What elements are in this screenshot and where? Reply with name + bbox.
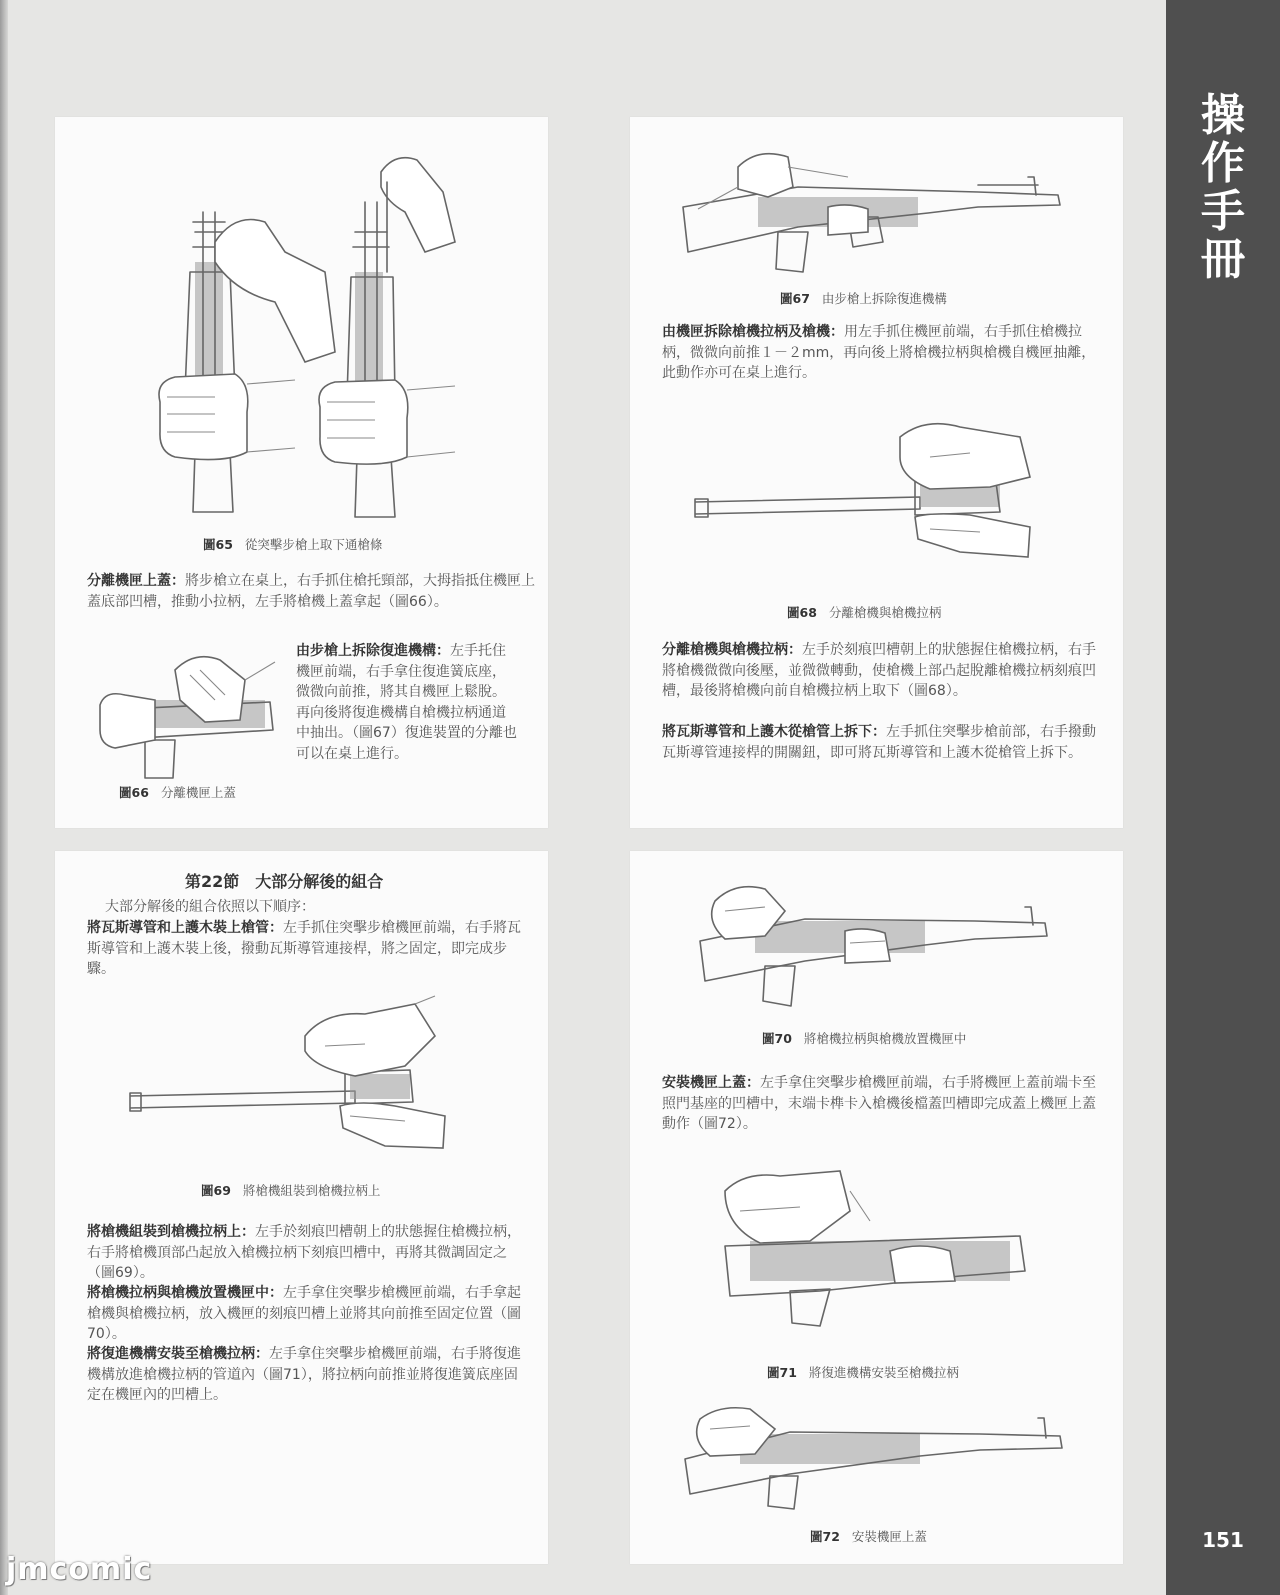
figure-72-caption bbox=[810, 1527, 927, 1545]
figure-number: 圖68 bbox=[787, 605, 817, 620]
figure-number: 圖65 bbox=[203, 537, 233, 552]
figure-65-caption bbox=[203, 535, 382, 553]
page-number: 151 bbox=[1202, 1528, 1244, 1552]
paragraph-remove-gas-tube bbox=[662, 722, 1102, 763]
sidebar-title bbox=[1166, 92, 1280, 284]
panel-top-left bbox=[55, 117, 548, 828]
paragraph-body: 左手托住機匣前端，右手拿住復進簧底座，微微向前推，將其自機匣上鬆脫。再向後將復進機構自槍機拉柄通道中抽出。（圖67）復進裝置的分離也可以在桌上進行。 bbox=[296, 643, 517, 762]
figure-66-caption bbox=[119, 783, 236, 801]
figure-number: 圖66 bbox=[119, 785, 149, 800]
section-intro: 大部分解後的組合依照以下順序： bbox=[105, 899, 315, 915]
paragraph-body: 左手拿住突擊步槍機匣前端，右手拿起槍機與槍機拉柄，放入機匣的刻痕凹槽上並將其向前推至固定位置（圖70）。 bbox=[87, 1285, 521, 1342]
paragraph-lead: 分離機匣上蓋： bbox=[87, 573, 185, 589]
figure-67-illustration bbox=[678, 147, 1078, 277]
figure-68-illustration bbox=[690, 417, 1040, 567]
paragraph-body: 將步槍立在桌上，右手抓住槍托頸部，大拇指抵住機匣上蓋底部凹槽，推動小拉柄，左手將槍機上蓋拿起（圖66）。 bbox=[87, 573, 535, 610]
figure-number: 圖67 bbox=[780, 291, 810, 306]
figure-caption-text: 安裝機匣上蓋 bbox=[851, 1529, 927, 1544]
sidebar-title-char: 手 bbox=[1201, 186, 1245, 237]
paragraph-separate-receiver-cover bbox=[87, 571, 535, 612]
sidebar-title-char: 冊 bbox=[1201, 234, 1245, 285]
figure-number: 圖69 bbox=[201, 1183, 231, 1198]
paragraph-body: 左手抓住突擊步槍機匣前端，右手將瓦斯導管和上護木裝上後，撥動瓦斯導管連接桿，將之固定，即完成步驟。 bbox=[87, 920, 521, 977]
paragraph-lead: 分離槍機與槍機拉柄： bbox=[662, 642, 802, 658]
figure-70-caption bbox=[762, 1029, 966, 1047]
paragraph-body: 左手拿住突擊步槍機匣前端，右手將機匣上蓋前端卡至照門基座的凹槽中，末端卡榫卡入槍機後檔蓋凹槽即完成蓋上機匣上蓋動作（圖72）。 bbox=[662, 1075, 1096, 1132]
paragraph-place-bolt-carrier bbox=[87, 1283, 527, 1345]
paragraph-lead: 將瓦斯導管和上護木裝上槍管： bbox=[87, 920, 283, 936]
figure-caption-text: 將復進機構安裝至槍機拉柄 bbox=[808, 1365, 959, 1380]
figure-caption-text: 從突擊步槍上取下通槍條 bbox=[244, 537, 383, 552]
figure-caption-text: 將槍機拉柄與槍機放置機匣中 bbox=[803, 1031, 967, 1046]
sidebar-title-char: 作 bbox=[1201, 138, 1245, 189]
paragraph-body: 用左手抓住機匣前端，右手抓住槍機拉柄，微微向前推１－２mm，再向後上將槍機拉柄與槍機自機匣抽離，此動作亦可在桌上進行。 bbox=[662, 324, 1096, 381]
paragraph-body: 左手於刻痕凹槽朝上的狀態握住槍機拉柄，右手將槍機頂部凸起放入槍機拉柄下刻痕凹槽中，再將其微調固定之（圖69）。 bbox=[87, 1224, 521, 1281]
figure-72-illustration bbox=[680, 1404, 1080, 1514]
sidebar-title-char: 操 bbox=[1201, 90, 1245, 141]
figure-69-caption bbox=[201, 1181, 380, 1199]
paragraph-install-gas-tube bbox=[87, 918, 527, 980]
paragraph-lead: 將槍機拉柄與槍機放置機匣中： bbox=[87, 1285, 283, 1301]
figure-number: 圖71 bbox=[767, 1365, 797, 1380]
paragraph-body: 左手拿住突擊步槍機匣前端，右手將復進機構放進槍機拉柄的管道內（圖71），將拉柄向前推並將復進簧底座固定在機匣內的凹槽上。 bbox=[87, 1346, 521, 1403]
panel-bottom-right bbox=[630, 851, 1123, 1564]
paragraph-assemble-bolt bbox=[87, 1222, 527, 1284]
figure-caption-text: 分離槍機與槍機拉柄 bbox=[828, 605, 942, 620]
figure-65-illustration bbox=[155, 152, 465, 522]
paragraph-install-recoil-mechanism bbox=[87, 1344, 527, 1406]
section-heading: 第22節 大部分解後的組合 bbox=[185, 872, 384, 891]
figure-68-caption bbox=[787, 603, 941, 621]
paragraph-separate-bolt bbox=[662, 640, 1102, 702]
figure-69-illustration bbox=[125, 996, 465, 1156]
figure-caption-text: 將槍機組裝到槍機拉柄上 bbox=[242, 1183, 381, 1198]
figure-number: 圖70 bbox=[762, 1031, 792, 1046]
paragraph-lead: 安裝機匣上蓋： bbox=[662, 1075, 760, 1091]
figure-71-caption bbox=[767, 1363, 959, 1381]
paragraph-body: 左手抓住突擊步槍前部，右手撥動瓦斯導管連接桿的開關鈕，即可將瓦斯導管和上護木從槍管上拆下。 bbox=[662, 724, 1096, 761]
figure-71-illustration bbox=[720, 1171, 1040, 1331]
figure-caption-text: 由步槍上拆除復進機構 bbox=[821, 291, 947, 306]
paragraph-body: 左手於刻痕凹槽朝上的狀態握住槍機拉柄，右手將槍機微微向後壓，並微微轉動，使槍機上部凸起脫離槍機拉柄刻痕凹槽，最後將槍機向前自槍機拉柄上取下（圖68）。 bbox=[662, 642, 1096, 699]
panel-top-right bbox=[630, 117, 1123, 828]
figure-67-caption bbox=[780, 289, 947, 307]
figure-caption-text: 分離機匣上蓋 bbox=[160, 785, 236, 800]
page-edge bbox=[0, 0, 8, 1595]
figure-number: 圖72 bbox=[810, 1529, 840, 1544]
paragraph-remove-recoil-mechanism bbox=[296, 641, 518, 764]
paragraph-lead: 由步槍上拆除復進機構： bbox=[296, 643, 450, 659]
paragraph-lead: 由機匣拆除槍機拉柄及槍機： bbox=[662, 324, 844, 340]
paragraph-remove-bolt-carrier bbox=[662, 322, 1102, 384]
paragraph-lead: 將復進機構安裝至槍機拉柄： bbox=[87, 1346, 269, 1362]
paragraph-lead: 將瓦斯導管和上護木從槍管上拆下： bbox=[662, 724, 886, 740]
watermark-logo: jmcomic bbox=[6, 1552, 153, 1587]
panel-bottom-left bbox=[55, 851, 548, 1564]
sidebar bbox=[1166, 0, 1280, 1595]
figure-70-illustration bbox=[695, 881, 1065, 1011]
paragraph-lead: 將槍機組裝到槍機拉柄上： bbox=[87, 1224, 255, 1240]
paragraph-install-receiver-cover bbox=[662, 1073, 1102, 1135]
figure-66-illustration bbox=[95, 650, 285, 780]
